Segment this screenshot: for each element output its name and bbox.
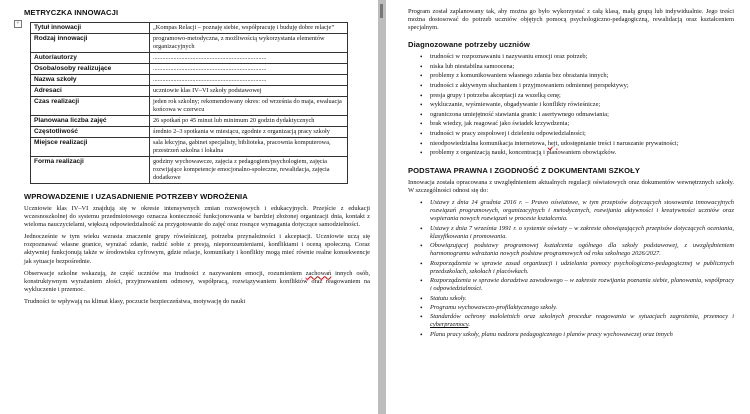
metryczka-row [31,34,348,53]
metryczka-label: Tytuł innowacji [31,23,150,34]
legal-list [408,199,734,339]
metryczka-row [31,138,348,157]
spellcheck-marked-word[interactable]: zachowań [305,269,332,277]
metryczka-label: Planowana liczba zajęć [31,116,150,127]
metryczka-value[interactable]: „Kompas Relacji – poznaję siebie, współpracuję i buduję dobre relacje” [150,23,348,34]
list-item: • Rozporządzenia w sprawie zasad organizacji i udzielania pomocy psychologiczno-pedagogicznej w publicznych przedszkolach, szkołach i placówkach. [430,260,734,276]
metryczka-row [31,64,348,75]
list-item: • trudności w pracy zespołowej i dzieleniu odpowiedzialności; [430,130,734,139]
text-run: Obserwacje szkolne wskazują, że część uczniów ma trudności z nazywaniem emocji, rozumieniem [24,269,306,277]
metryczka-value[interactable]: programowo-metodyczna, z możliwością wykorzystania elementów organizacyjnych [150,34,348,53]
text-run: . [468,321,470,329]
list-item: • ograniczona umiejętność stawiania granic i asertywnego odmawiania; [430,111,734,120]
metryczka-value[interactable]: sala lekcyjna, gabinet specjalisty, biblioteka, pracownia komputerowa, przestrzeń szkolna i lokalna [150,138,348,157]
text-run: Standardów ochrony małoletnich oraz szkolnych procedur reagowania w sytuacjach zagrożenia, przemocy i [430,313,734,321]
list-item: • Ustawy z dnia 7 września 1991 r. o systemie oświaty – w zakresie obowiązujących przepisów dotyczących oceniania, klasyfikowania i promowania. [430,225,734,241]
metryczka-title: METRYCZKA INNOWACJI [24,8,119,17]
metryczka-value[interactable]: jeden rok szkolny; rekomendowany okres: od września do maja, ewaluacja końcowa w czerwcu [150,97,348,116]
metryczka-row [31,116,348,127]
metryczka-value[interactable]: ........................................................................ [150,75,348,86]
metryczka-row [31,86,348,97]
list-item: • trudności z aktywnym słuchaniem i przyjmowaniem odmiennej perspektywy; [430,82,734,91]
metryczka-value[interactable]: ........................................................................ [150,64,348,75]
list-item: • niska lub niestabilna samoocena; [430,63,734,72]
document-page-right [386,0,750,414]
metryczka-value[interactable]: ........................................................................ [150,53,348,64]
text-run: innych osób, konstruktywnym wyrażaniem złości, przyjmowaniem odmowy, współpracą, rozwiązywaniem konfliktów oraz reagowaniem na wykluczenie i przemoc. [24,269,371,293]
metryczka-label: Nazwa szkoły [31,75,150,86]
metryczka-label: Rodzaj innowacji [31,34,150,53]
metryczka-value[interactable]: uczniowie klas IV–VI szkoły podstawowej [150,86,348,97]
paragraph: Uczniowie klas IV–VI znajdują się w okresie intensywnych zmian rozwojowych i edukacyjnych. Przejście z edukacji wczesnoszkolnej do systemu przedmiotowego oznacza konieczność funkcjonowania w bardziej złożonej organizacji dnia, kontakt z wieloma nauczycielami, większą odpowiedzialność za przygotowanie do zajęć oraz rosnące wymagania dotyczące samodzielności. [24,205,370,229]
list-item: • Programu wychowawczo-profilaktycznego szkoły. [430,304,734,312]
metryczka-label: Czas realizacji [31,97,150,116]
metryczka-label: Adresaci [31,86,150,97]
paragraph [24,270,370,294]
text-run: , udostępnianie treści i naruszanie prywatności; [557,139,679,147]
legal-intro-paragraph: Innowacja została opracowana z uwzględnieniem aktualnych regulacji oświatowych oraz dokumentów wewnętrznych szkoły. W szczególności odnosi się do: [408,178,734,194]
metryczka-table [30,22,348,184]
needs-list [408,53,734,157]
metryczka-row [31,127,348,138]
marked-word[interactable]: hejt [547,139,558,147]
list-item: • trudności w rozpoznawaniu i nazywaniu emocji oraz potrzeb; [430,53,734,62]
list-item: • Statutu szkoły. [430,295,734,303]
text-run: nieodpowiedzialna komunikacja internetowa, [430,139,548,147]
section-title-introduction: WPROWADZENIE I UZASADNIENIE POTRZEBY WDROŻENIA [24,192,248,201]
list-item: • problemy z organizacją nauki, koncentracją i planowaniem obowiązków. [430,149,734,158]
list-item: • Rozporządzenia w sprawie doradztwa zawodowego – w zakresie rozwijania poznania siebie, planowania, współpracy i odpowiedzialności. [430,277,734,293]
metryczka-label: Osoba/osoby realizujące [31,64,150,75]
list-item [430,313,734,329]
metryczka-row [31,23,348,34]
intro-paragraph: Program został zaplanowany tak, aby można go było wykorzystać z całą klasą, małą grupą lub indywidualnie. Jego treści można dostosować do potrzeb uczniów objętych pomocą psychologiczno-pedagogiczną, rewalidacją oraz kształceniem specjalnym. [408,8,734,32]
list-item [430,140,734,149]
list-item: • Planu pracy szkoły, planu nadzoru pedagogicznego i planów pracy wychowawczej oraz innych [430,331,734,339]
metryczka-row [31,157,348,184]
metryczka-label: Częstotliwość [31,127,150,138]
page-gap-scrollbar[interactable] [378,0,386,414]
list-item: • Obowiązującej podstawy programowej kształcenia ogólnego dla szkoły podstawowej, z uwzględnieniem harmonogramu wdrażania nowych podstaw programowych od roku szkolnego 2026/2027. [430,242,734,258]
paragraph: Trudności te wpływają na klimat klasy, poczucie bezpieczeństwa, motywację do nauki [24,297,246,305]
metryczka-label: Autor/autorzy [31,53,150,64]
metryczka-value[interactable]: godziny wychowawcze, zajęcia z pedagogiem/psychologiem, zajęcia rozwijające kompetencje emocjonalno-społeczne, rewalidacja, zajęcia dodatkowe [150,157,348,184]
list-item: • brak wiedzy, jak reagować jako świadek krzywdzenia; [430,120,734,129]
list-item: • presja grupy i potrzeba akceptacji za wszelką cenę; [430,92,734,101]
metryczka-row [31,97,348,116]
legal-title: PODSTAWA PRAWNA I ZGODNOŚĆ Z DOKUMENTAMI SZKOŁY [408,165,641,175]
list-item: • problemy z komunikowaniem własnego zdania bez obrażania innych; [430,72,734,81]
list-item: • Ustawy z dnia 14 grudnia 2016 r. – Prawo oświatowe, w tym przepisów dotyczących stosowania innowacyjnych rozwiązań programowych, organizacyjnych i metodycznych, rozwijania aktywności i kreatywności uczniów oraz wspierania nowych rozwiązań w procesie kształcenia. [430,199,734,224]
needs-title: Diagnozowane potrzeby uczniów [408,40,530,50]
metryczka-label: Forma realizacji [31,157,150,184]
list-item: • wykluczanie, wyśmiewanie, obgadywanie i konflikty rówieśnicze; [430,101,734,110]
table-anchor-icon[interactable]: + [14,20,22,28]
metryczka-row [31,53,348,64]
metryczka-row [31,75,348,86]
paragraph: Jednocześnie w tym wieku wzrasta znaczenie grupy rówieśniczej, potrzeba przynależności i akceptacji. Uczniowie uczą się rozpoznawać własne granice, wyrażać zdanie, radzić sobie z presją, nieporozumieniami, konfliktami i oceną społeczną. Coraz aktywniej funkcjonują także w środowisku cyfrowym, gdzie relacje, komunikaty i konflikty mogą mieć równie realne konsekwencje jak sytuacje bezpośrednie. [24,233,370,265]
metryczka-value[interactable]: średnio 2–3 spotkania w miesiącu, zgodnie z organizacją pracy szkoły [150,127,348,138]
metryczka-value[interactable]: 26 spotkań po 45 minut lub minimum 20 godzin dydaktycznych [150,116,348,127]
marked-word[interactable]: cyberprzemocy [430,321,469,329]
metryczka-label: Miejsce realizacji [31,138,150,157]
